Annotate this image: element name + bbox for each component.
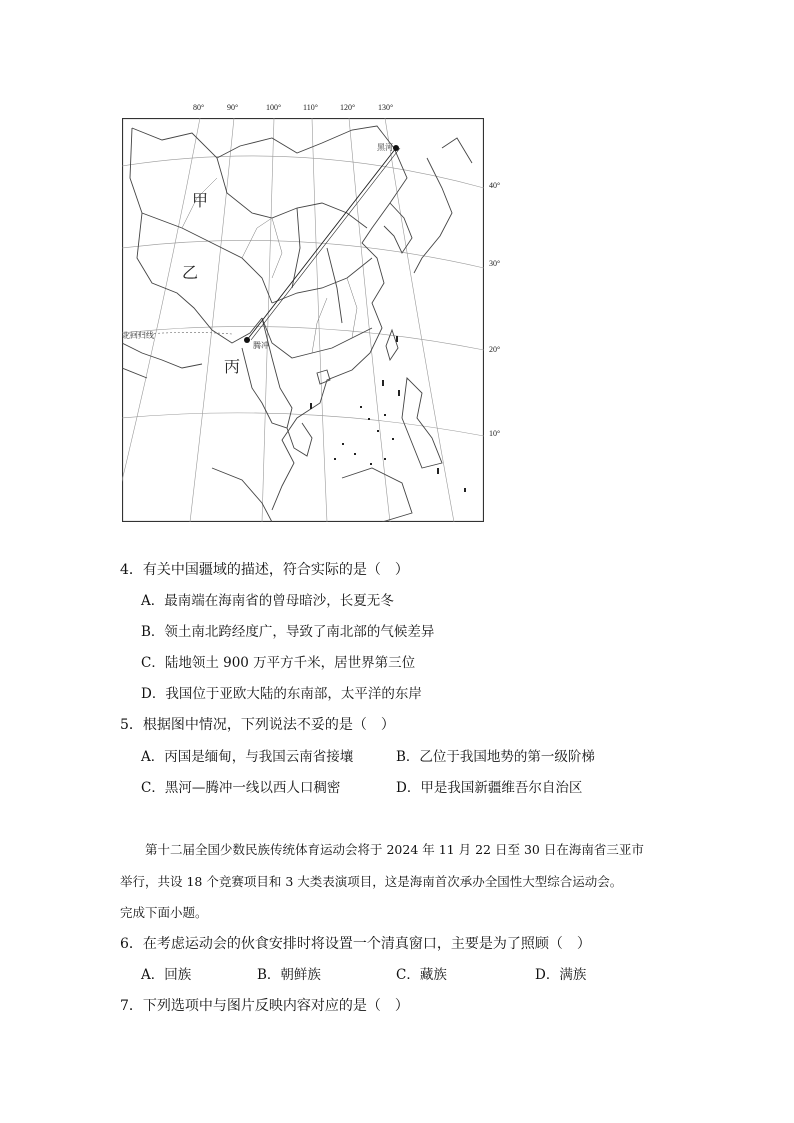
latitude-label-30: 30° [489, 259, 501, 268]
tengchong-label: 腾冲 [253, 341, 269, 350]
heihe-label: 黑河 [377, 143, 393, 152]
latitude-label-20: 20° [489, 345, 501, 354]
heihe-point [393, 145, 399, 151]
question-6-option-c: C．藏族 [396, 967, 447, 983]
question-6-option-b: B．朝鲜族 [257, 967, 321, 983]
region-label-bing: 丙 [224, 357, 241, 376]
map-drawing [122, 118, 484, 522]
passage-line-1: 第十二届全国少数民族传统体育运动会将于 2024 年 11 月 22 日至 30 日在海南省三亚市 [120, 842, 644, 857]
tropic-of-cancer-label: 北回归线 [122, 331, 154, 340]
passage-line-3: 完成下面小题。 [120, 905, 208, 920]
passage-line-2: 举行，共设 18 个竞赛项目和 3 大类表演项目，这是海南首次承办全国性大型综合运动会。 [120, 874, 623, 889]
question-5-option-d: D．甲是我国新疆维吾尔自治区 [396, 780, 583, 796]
question-5-option-c: C．黑河—腾冲一线以西人口稠密 [141, 780, 341, 796]
question-7-stem: 7．下列选项中与图片反映内容对应的是（ ） [120, 998, 409, 1014]
question-6-option-d: D．满族 [535, 967, 587, 983]
region-label-yi: 乙 [182, 263, 199, 282]
longitude-label-130: 130° [378, 103, 394, 112]
longitude-label-110: 110° [303, 103, 318, 112]
longitude-label-80: 80° [193, 103, 205, 112]
question-4-option-d: D．我国位于亚欧大陆的东南部，太平洋的东岸 [141, 686, 422, 702]
longitude-label-120: 120° [340, 103, 356, 112]
question-4-option-b: B．领土南北跨经度广，导致了南北部的气候差异 [141, 624, 435, 640]
region-label-jia: 甲 [192, 191, 209, 210]
question-4-option-a: A．最南端在海南省的曾母暗沙，长夏无冬 [141, 593, 394, 609]
longitude-label-100: 100° [266, 103, 282, 112]
question-5-stem: 5．根据图中情况，下列说法不妥的是（ ） [120, 717, 395, 733]
question-6-stem: 6．在考虑运动会的伙食安排时将设置一个清真窗口，主要是为了照顾（ ） [120, 936, 591, 952]
map-figure [122, 118, 501, 522]
question-4-option-c: C．陆地领土 900 万平方千米，居世界第三位 [141, 655, 416, 671]
latitude-label-10: 10° [489, 429, 501, 438]
question-6-option-a: A．回族 [141, 967, 192, 983]
question-5-option-b: B．乙位于我国地势的第一级阶梯 [396, 749, 595, 765]
latitude-label-40: 40° [489, 181, 501, 190]
question-5-option-a: A．丙国是缅甸，与我国云南省接壤 [141, 749, 354, 765]
longitude-label-90: 90° [227, 103, 239, 112]
question-4-stem: 4．有关中国疆域的描述，符合实际的是（ ） [120, 562, 409, 578]
tengchong-point [244, 337, 250, 343]
